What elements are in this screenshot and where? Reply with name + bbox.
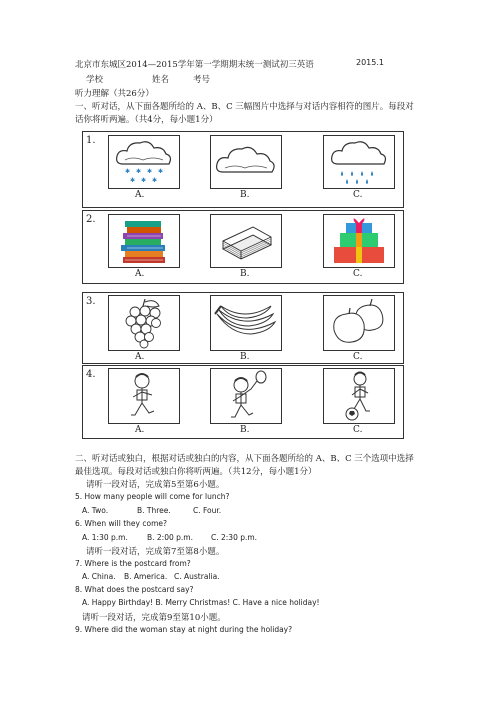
question-number: 4. <box>86 369 96 380</box>
svg-text:✱: ✱ <box>125 168 131 175</box>
svg-text:✱: ✱ <box>130 177 136 184</box>
question-6-option-b: B. 2:00 p.m. <box>147 533 193 542</box>
question-5-option-a: A. Two. <box>82 506 109 515</box>
name-label: 姓名 <box>152 75 170 85</box>
option-c-label: C. <box>353 425 363 435</box>
svg-text:✱: ✱ <box>141 177 147 184</box>
svg-text:✱: ✱ <box>147 168 153 175</box>
option-a-label: A. <box>135 352 145 362</box>
snow-cloud-icon <box>108 135 180 189</box>
paper-stack-icon <box>210 214 282 268</box>
question-number: 3. <box>86 296 96 307</box>
book-stack-icon <box>108 214 180 268</box>
gift-stack-icon <box>323 214 395 268</box>
svg-text:✱: ✱ <box>158 168 164 175</box>
question-5-stem: 5. How many people will come for lunch? <box>75 492 230 501</box>
part1-instruction-line2: 话你将听两遍。（共4分，每小题1分） <box>75 115 218 125</box>
grapes-icon <box>108 295 180 351</box>
boy-tennis-icon <box>210 368 282 424</box>
option-b-label: B. <box>240 269 250 279</box>
question-7-option-c: C. Australia. <box>174 572 220 581</box>
question-7-stem: 7. Where is the postcard from? <box>75 559 191 568</box>
option-c-label: C. <box>353 352 363 362</box>
image-question-4 <box>82 365 404 439</box>
question-6-option-a: A. 1:30 p.m. <box>82 533 128 542</box>
question-7-option-b: B. America. <box>124 572 168 581</box>
svg-text:✱: ✱ <box>152 177 158 184</box>
question-8-stem: 8. What does the postcard say? <box>75 585 194 594</box>
option-b-label: B. <box>240 190 250 200</box>
apples-icon <box>323 295 395 351</box>
dialogue-intro-7-8: 请听一段对话，完成第7至第8小题。 <box>86 547 225 557</box>
question-5-option-c: C. Four. <box>193 506 222 515</box>
boy-icon <box>108 368 180 424</box>
bananas-icon <box>210 295 282 351</box>
part2-instruction-line2: 最佳选项。每段对话或独白你将听两遍。（共12分，每小题1分） <box>75 467 317 477</box>
school-label: 学校 <box>86 75 104 85</box>
cloud-icon <box>210 135 282 189</box>
option-c-label: C. <box>353 190 363 200</box>
image-question-3 <box>82 292 404 364</box>
option-b-label: B. <box>240 352 250 362</box>
question-number: 2. <box>86 214 96 225</box>
rain-cloud-icon <box>323 135 395 189</box>
exam-title: 北京市东城区2014—2015学年第一学期期末统一测试初三英语 <box>75 60 314 70</box>
image-question-2 <box>82 210 404 284</box>
question-7-option-a: A. China. <box>82 572 116 581</box>
number-label: 考号 <box>193 75 211 85</box>
svg-text:✱: ✱ <box>136 168 142 175</box>
option-b-label: B. <box>240 425 250 435</box>
question-6-option-c: C. 2:30 p.m. <box>211 533 258 542</box>
exam-date: 2015.1 <box>356 58 384 67</box>
option-a-label: A. <box>135 190 145 200</box>
dialogue-intro-9-10: 请听一段对话，完成第9至第10小题。 <box>82 613 226 623</box>
option-a-label: A. <box>135 425 145 435</box>
question-9-stem: 9. Where did the woman stay at night during the holiday? <box>75 625 293 634</box>
option-c-label: C. <box>353 269 363 279</box>
part2-instruction-line1: 二、听对话或独白，根据对话或独白的内容，从下面各题所给的 A、B、C 三个选项中选择 <box>75 454 414 464</box>
option-a-label: A. <box>135 269 145 279</box>
part1-instruction-line1: 一、听对话，从下面各题所给的 A、B、C 三幅图片中选择与对话内容相符的图片。每段对 <box>75 102 414 112</box>
boy-soccer-icon <box>323 368 395 424</box>
question-5-option-b: B. Three. <box>137 506 171 515</box>
section-listening-heading: 听力理解（共26分） <box>75 89 154 99</box>
question-8-options: A. Happy Birthday! B. Merry Christmas! C. Have a nice holiday! <box>82 598 320 607</box>
question-number: 1. <box>86 135 96 146</box>
question-6-stem: 6. When will they come? <box>75 519 167 528</box>
dialogue-intro-5-6: 请听一段对话，完成第5至第6小题。 <box>86 480 225 490</box>
image-question-1 <box>82 131 404 208</box>
